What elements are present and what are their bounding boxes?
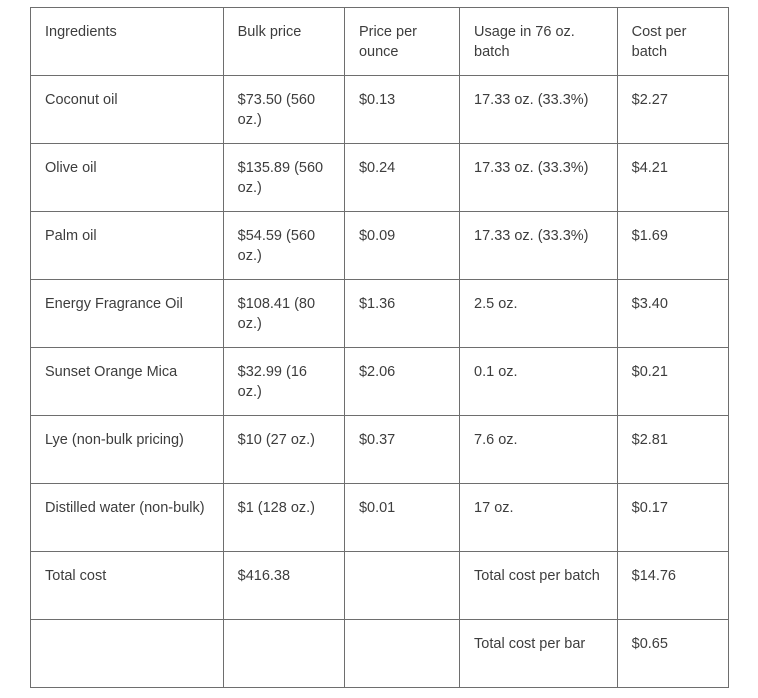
cell-bulk-price: $10 (27 oz.) [223,416,344,484]
header-usage: Usage in 76 oz. batch [460,8,618,76]
cell-cost-per-batch: $2.27 [617,76,728,144]
total-per-bar-row [31,620,729,688]
header-bulk-price: Bulk price [223,8,344,76]
table-row [31,484,729,552]
cell-price-per-ounce: $0.37 [344,416,459,484]
cell-bulk-price: $1 (128 oz.) [223,484,344,552]
cell-total-per-batch-label: Total cost per batch [460,552,618,620]
cell-ingredient: Palm oil [31,212,224,280]
header-price-per-ounce: Price per ounce [344,8,459,76]
cell-total-bulk-price: $416.38 [223,552,344,620]
table-row [31,144,729,212]
cell-cost-per-batch: $4.21 [617,144,728,212]
cell-usage: 0.1 oz. [460,348,618,416]
cell-cost-per-batch: $2.81 [617,416,728,484]
cell-usage: 2.5 oz. [460,280,618,348]
soap-cost-table [30,7,729,688]
cell-ingredient: Sunset Orange Mica [31,348,224,416]
table-row [31,212,729,280]
table-row [31,280,729,348]
cell-cost-per-batch: $0.17 [617,484,728,552]
cell-price-per-ounce: $0.24 [344,144,459,212]
cell-ingredient: Lye (non-bulk pricing) [31,416,224,484]
cell-bulk-price: $54.59 (560 oz.) [223,212,344,280]
header-cost-per-batch: Cost per batch [617,8,728,76]
table-header-row [31,8,729,76]
cell-total-per-bar-label: Total cost per bar [460,620,618,688]
cell-cost-per-batch: $3.40 [617,280,728,348]
cell-price-per-ounce: $0.09 [344,212,459,280]
cell-usage: 17.33 oz. (33.3%) [460,76,618,144]
cell-usage: 17.33 oz. (33.3%) [460,144,618,212]
cell-total-per-batch-value: $14.76 [617,552,728,620]
cell-empty [344,620,459,688]
cell-cost-per-batch: $1.69 [617,212,728,280]
cell-price-per-ounce: $0.13 [344,76,459,144]
cell-price-per-ounce: $2.06 [344,348,459,416]
table-row [31,416,729,484]
cell-total-per-bar-value: $0.65 [617,620,728,688]
cell-bulk-price: $32.99 (16 oz.) [223,348,344,416]
cell-bulk-price: $73.50 (560 oz.) [223,76,344,144]
cell-bulk-price: $108.41 (80 oz.) [223,280,344,348]
cell-empty [223,620,344,688]
cell-usage: 17.33 oz. (33.3%) [460,212,618,280]
cell-empty [344,552,459,620]
cell-usage: 17 oz. [460,484,618,552]
cell-price-per-ounce: $0.01 [344,484,459,552]
table-row [31,76,729,144]
cell-total-label: Total cost [31,552,224,620]
total-cost-row [31,552,729,620]
cell-usage: 7.6 oz. [460,416,618,484]
cell-bulk-price: $135.89 (560 oz.) [223,144,344,212]
cell-ingredient: Olive oil [31,144,224,212]
cell-cost-per-batch: $0.21 [617,348,728,416]
cell-empty [31,620,224,688]
cell-ingredient: Distilled water (non-bulk) [31,484,224,552]
header-ingredients: Ingredients [31,8,224,76]
cell-price-per-ounce: $1.36 [344,280,459,348]
cell-ingredient: Coconut oil [31,76,224,144]
cell-ingredient: Energy Fragrance Oil [31,280,224,348]
table-row [31,348,729,416]
